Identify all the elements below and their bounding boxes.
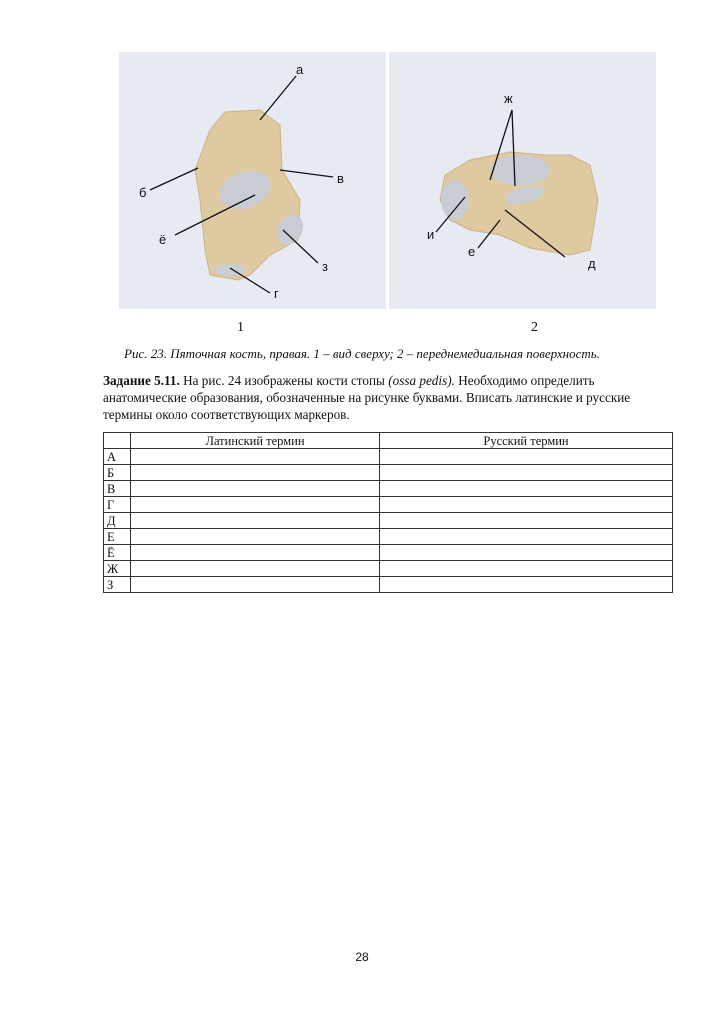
latin-cell[interactable] [131, 577, 380, 593]
row-letter: Е [104, 529, 131, 545]
header-letter [104, 433, 131, 449]
figure-panel-top-view [119, 52, 386, 309]
table-header-row [104, 433, 673, 449]
row-letter: З [104, 577, 131, 593]
russian-cell[interactable] [380, 545, 673, 561]
label-zh: ж [504, 91, 513, 106]
figure-caption: Рис. 23. Пяточная кость, правая. 1 – вид сверху; 2 – переднемедиальная поверхность. [124, 346, 600, 361]
task-latin-term: (ossa pedis). [388, 373, 455, 388]
russian-cell[interactable] [380, 465, 673, 481]
label-yo: ё [159, 232, 167, 247]
latin-cell[interactable] [131, 529, 380, 545]
task-title: Задание 5.11. [103, 373, 180, 388]
table-row [104, 577, 673, 593]
latin-cell[interactable] [131, 545, 380, 561]
row-letter: Г [104, 497, 131, 513]
latin-cell[interactable] [131, 513, 380, 529]
table-row [104, 497, 673, 513]
panel-number-1: 1 [237, 320, 244, 335]
header-latin: Латинский термин [131, 433, 380, 449]
header-russian: Русский термин [380, 433, 673, 449]
label-z: з [322, 259, 328, 274]
latin-cell[interactable] [131, 481, 380, 497]
russian-cell[interactable] [380, 529, 673, 545]
russian-cell[interactable] [380, 449, 673, 465]
latin-cell[interactable] [131, 497, 380, 513]
row-letter: А [104, 449, 131, 465]
task-paragraph [103, 372, 673, 423]
russian-cell[interactable] [380, 513, 673, 529]
row-letter: В [104, 481, 131, 497]
label-g: г [274, 286, 279, 301]
latin-cell[interactable] [131, 561, 380, 577]
label-a: а [296, 62, 304, 77]
table-row [104, 529, 673, 545]
figure-panel-anteromedial-view [389, 52, 656, 309]
label-d: д [588, 256, 596, 271]
table-row [104, 513, 673, 529]
table-row [104, 545, 673, 561]
row-letter: Б [104, 465, 131, 481]
latin-cell[interactable] [131, 449, 380, 465]
page-number: 28 [355, 950, 369, 964]
calcaneus-top-view-illustration [119, 52, 386, 309]
label-v: в [337, 171, 344, 186]
panel-number-2: 2 [531, 320, 538, 335]
task-text-before: На рис. 24 изображены кости стопы [179, 373, 389, 388]
table-row [104, 561, 673, 577]
row-letter: Ж [104, 561, 131, 577]
table-row [104, 465, 673, 481]
task-text-after: Необходимо определить анатомические образования, обозначенные на рисунке буквами. Вписать латинские и русские термины около соответствующих маркеров. [103, 373, 631, 422]
label-b: б [139, 185, 147, 200]
latin-cell[interactable] [131, 465, 380, 481]
label-e: е [468, 244, 476, 259]
russian-cell[interactable] [380, 481, 673, 497]
table-row [104, 481, 673, 497]
table-row [104, 449, 673, 465]
russian-cell[interactable] [380, 561, 673, 577]
row-letter: Ё [104, 545, 131, 561]
answer-table [103, 432, 673, 593]
row-letter: Д [104, 513, 131, 529]
label-i: и [427, 227, 435, 242]
russian-cell[interactable] [380, 577, 673, 593]
russian-cell[interactable] [380, 497, 673, 513]
calcaneus-anteromedial-illustration [389, 52, 656, 309]
